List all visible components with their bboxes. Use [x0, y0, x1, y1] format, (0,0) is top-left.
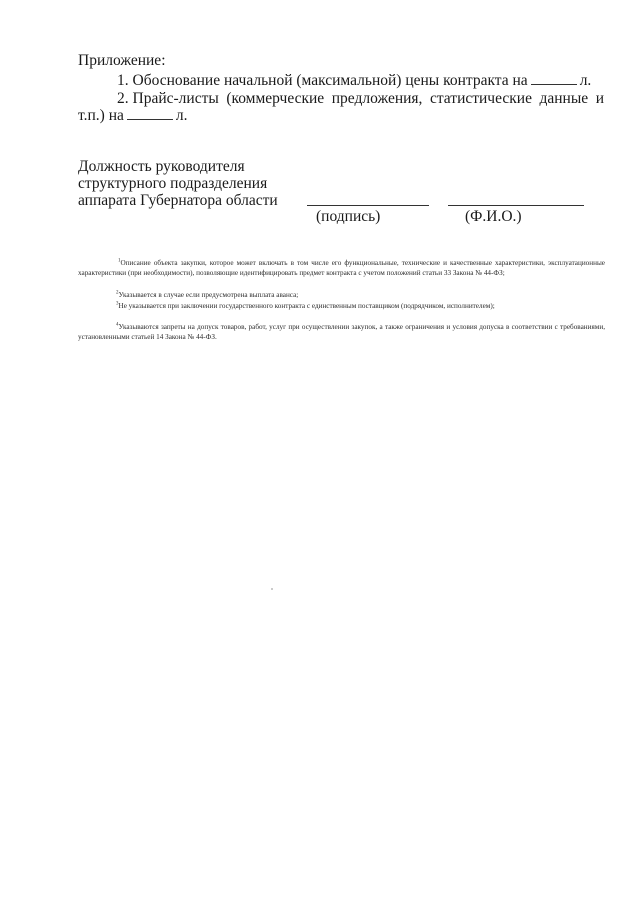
- signature-caption: (подпись): [316, 208, 381, 225]
- footnote-text: Не указывается при заключении государственного контракта с единственным поставщиком (подрядчиком, исполнителем);: [118, 302, 495, 310]
- footnote-text: Указываются запреты на допуск товаров, работ, услуг при осуществлении закупок, а также ограничения и условия допуска в соответствии с требованиями, установленными статьей 14 Закона № 44-ФЗ.: [78, 323, 605, 342]
- position-line-1: Должность руководителя: [78, 158, 245, 175]
- footnote-text: Указывается в случае если предусмотрена выплата аванса;: [118, 291, 299, 299]
- appendix-item-1: [117, 71, 591, 90]
- appendix-item-2-word: 2. Прайс-листы: [117, 90, 219, 107]
- appendix-item-2: [117, 90, 604, 108]
- appendix-item-2-suffix: л.: [175, 107, 188, 124]
- position-line-3: аппарата Губернатора области: [78, 192, 278, 209]
- footnote-number: 2: [116, 290, 119, 296]
- appendix-item-2-word: и: [595, 90, 604, 107]
- appendix-item-2-word: предложения,: [331, 90, 423, 107]
- position-line-2: структурного подразделения: [78, 175, 268, 192]
- appendix-label: Приложение:: [78, 52, 166, 69]
- scan-speck: [271, 588, 273, 590]
- footnote-number: 3: [116, 301, 119, 307]
- blank-line: [127, 106, 173, 120]
- appendix-item-2-word: данные: [539, 90, 589, 107]
- signature-line: [307, 205, 429, 206]
- appendix-item-2-word: (коммерческие: [226, 90, 325, 107]
- blank-line: [531, 71, 577, 85]
- footnote: [78, 301, 605, 311]
- appendix-item-1-text: 1. Обоснование начальной (максимальной) цены контракта на: [117, 72, 528, 89]
- name-caption: (Ф.И.О.): [465, 208, 522, 225]
- appendix-item-2-continuation: [78, 106, 188, 125]
- appendix-item-2-cont: т.п.) на: [78, 107, 124, 124]
- footnote-number: 4: [116, 322, 119, 328]
- footnote: [78, 258, 605, 279]
- footnote-text: Описание объекта закупки, которое может включать в том числе его функциональные, технические и качественные характеристики, эксплуатационные характеристики (при необходимости), позволяющие идентифицировать предмет контракта с учетом положений статьи 33 Закона № 44-ФЗ;: [78, 259, 605, 278]
- appendix-item-2-word: статистические: [429, 90, 532, 107]
- appendix-item-1-suffix: л.: [579, 72, 592, 89]
- footnote-number: 1: [118, 258, 121, 264]
- footnote: [78, 290, 605, 300]
- name-line: [448, 205, 584, 206]
- footnote: [78, 322, 605, 343]
